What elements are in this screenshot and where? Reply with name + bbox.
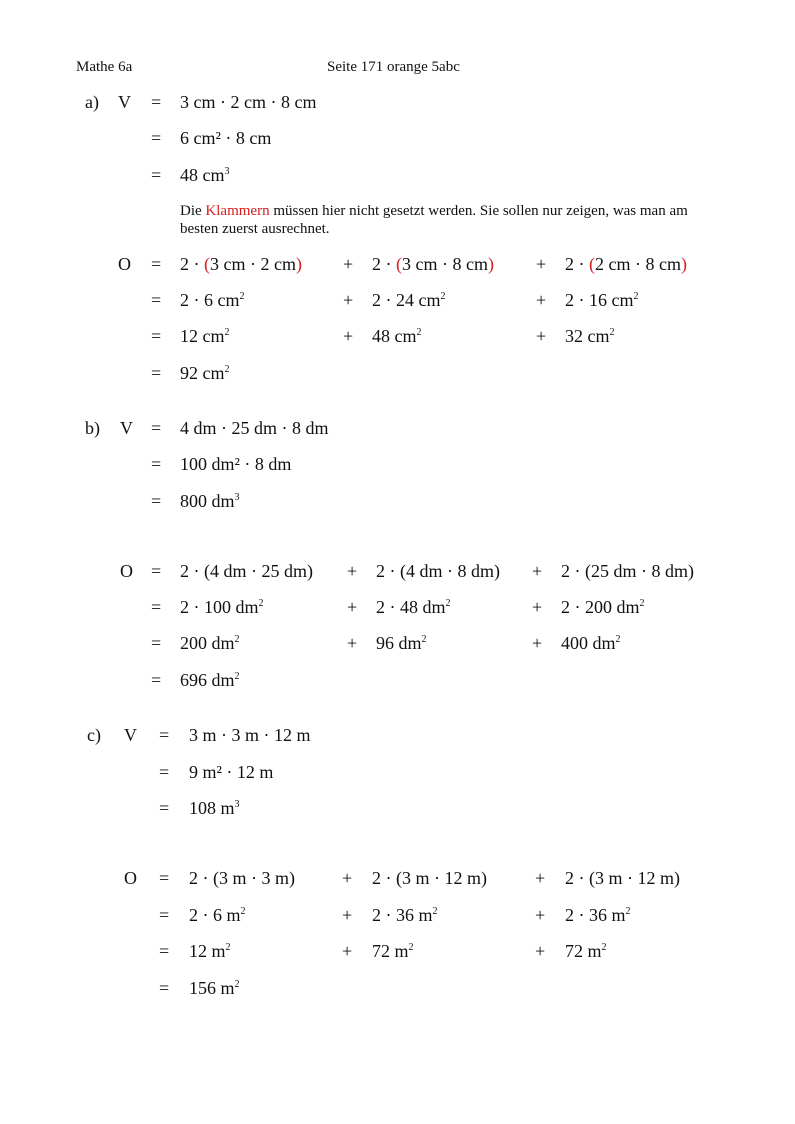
plus-sign: +: [535, 941, 546, 961]
volume-symbol: V: [118, 92, 131, 112]
volume-line-1: 3 m · 3 m · 12 m: [189, 725, 311, 745]
volume-line-1: 4 dm · 25 dm · 8 dm: [180, 418, 329, 438]
plus-sign: +: [535, 868, 546, 888]
volume-result: 800 $dm^3$: [180, 491, 240, 511]
surface-term: 2 · (2 cm · 8 cm): [565, 254, 687, 274]
surface-term: 200 $dm^2$: [180, 633, 240, 653]
note-highlight: Klammern: [205, 203, 270, 219]
surface-term: 2 · 16 $cm^2$: [565, 290, 639, 310]
equals-sign: =: [159, 868, 170, 888]
plus-sign: +: [536, 290, 547, 310]
equals-sign: =: [159, 725, 170, 745]
surface-result: 92 $cm^2$: [180, 363, 230, 383]
equals-sign: =: [151, 670, 162, 690]
equals-sign: =: [159, 905, 170, 925]
page-reference: Seite 171 orange 5abc: [327, 59, 460, 75]
plus-sign: +: [343, 254, 354, 274]
surface-term: 400 $dm^2$: [561, 633, 621, 653]
plus-sign: +: [347, 633, 358, 653]
surface-term: 2 · (3 m · 12 m): [565, 868, 680, 888]
surface-result: 156 $m^2$: [189, 978, 240, 998]
section-c-label: c): [87, 725, 101, 745]
plus-sign: +: [342, 868, 353, 888]
volume-result: 48 $cm^3$: [180, 165, 230, 185]
equals-sign: =: [159, 798, 170, 818]
equals-sign: =: [151, 418, 162, 438]
surface-term: 32 $cm^2$: [565, 326, 615, 346]
volume-symbol: V: [120, 418, 133, 438]
surface-term: 2 · (3 m · 3 m): [189, 868, 295, 888]
note-text: Die Klammern müssen hier nicht gesetzt werden. Sie sollen nur zeigen, was man am besten zuerst ausrechnet.: [180, 203, 688, 237]
volume-line-2: 100 dm² · 8 dm: [180, 454, 292, 474]
surface-term: 2 · 200 $dm^2$: [561, 597, 645, 617]
volume-line-2: 9 m² · 12 m: [189, 762, 274, 782]
section-b-label: b): [85, 418, 100, 438]
equals-sign: =: [159, 941, 170, 961]
section-a-label: a): [85, 92, 99, 112]
plus-sign: +: [536, 326, 547, 346]
surface-term: 2 · 36 $m^2$: [565, 905, 631, 925]
surface-term: 12 $m^2$: [189, 941, 231, 961]
surface-term: 2 · 100 $dm^2$: [180, 597, 264, 617]
surface-term: 2 · 24 $cm^2$: [372, 290, 446, 310]
surface-term: 2 · 36 $m^2$: [372, 905, 438, 925]
plus-sign: +: [532, 561, 543, 581]
plus-sign: +: [342, 941, 353, 961]
surface-symbol: O: [124, 868, 137, 888]
plus-sign: +: [343, 326, 354, 346]
volume-line-2: 6 cm² · 8 cm: [180, 128, 272, 148]
plus-sign: +: [342, 905, 353, 925]
surface-result: 696 $dm^2$: [180, 670, 240, 690]
equals-sign: =: [151, 128, 162, 148]
surface-term: 2 · 6 $m^2$: [189, 905, 246, 925]
equals-sign: =: [151, 92, 162, 112]
plus-sign: +: [532, 633, 543, 653]
surface-term: 72 $m^2$: [372, 941, 414, 961]
surface-term: 96 $dm^2$: [376, 633, 427, 653]
class-label: Mathe 6a: [76, 59, 133, 75]
equals-sign: =: [151, 454, 162, 474]
equals-sign: =: [151, 633, 162, 653]
surface-term: 2 · (3 m · 12 m): [372, 868, 487, 888]
equals-sign: =: [151, 363, 162, 383]
surface-term: 12 $cm^2$: [180, 326, 230, 346]
plus-sign: +: [535, 905, 546, 925]
surface-symbol: O: [118, 254, 131, 274]
surface-term: 2 · (3 cm · 8 cm): [372, 254, 494, 274]
volume-result: 108 $m^3$: [189, 798, 240, 818]
plus-sign: +: [343, 290, 354, 310]
plus-sign: +: [532, 597, 543, 617]
surface-term: 2 · 6 $cm^2$: [180, 290, 245, 310]
equals-sign: =: [151, 165, 162, 185]
surface-symbol: O: [120, 561, 133, 581]
surface-term: 2 · (3 cm · 2 cm): [180, 254, 302, 274]
volume-line-1: 3 cm · 2 cm · 8 cm: [180, 92, 317, 112]
volume-symbol: V: [124, 725, 137, 745]
equals-sign: =: [151, 254, 162, 274]
equals-sign: =: [151, 491, 162, 511]
equals-sign: =: [151, 561, 162, 581]
surface-term: 2 · (4 dm · 8 dm): [376, 561, 500, 581]
equals-sign: =: [151, 597, 162, 617]
surface-term: 72 $m^2$: [565, 941, 607, 961]
equals-sign: =: [159, 978, 170, 998]
equals-sign: =: [151, 326, 162, 346]
plus-sign: +: [347, 561, 358, 581]
surface-term: 2 · (25 dm · 8 dm): [561, 561, 694, 581]
plus-sign: +: [536, 254, 547, 274]
surface-term: 48 $cm^2$: [372, 326, 422, 346]
equals-sign: =: [159, 762, 170, 782]
plus-sign: +: [347, 597, 358, 617]
surface-term: 2 · 48 $dm^2$: [376, 597, 451, 617]
surface-term: 2 · (4 dm · 25 dm): [180, 561, 313, 581]
equals-sign: =: [151, 290, 162, 310]
